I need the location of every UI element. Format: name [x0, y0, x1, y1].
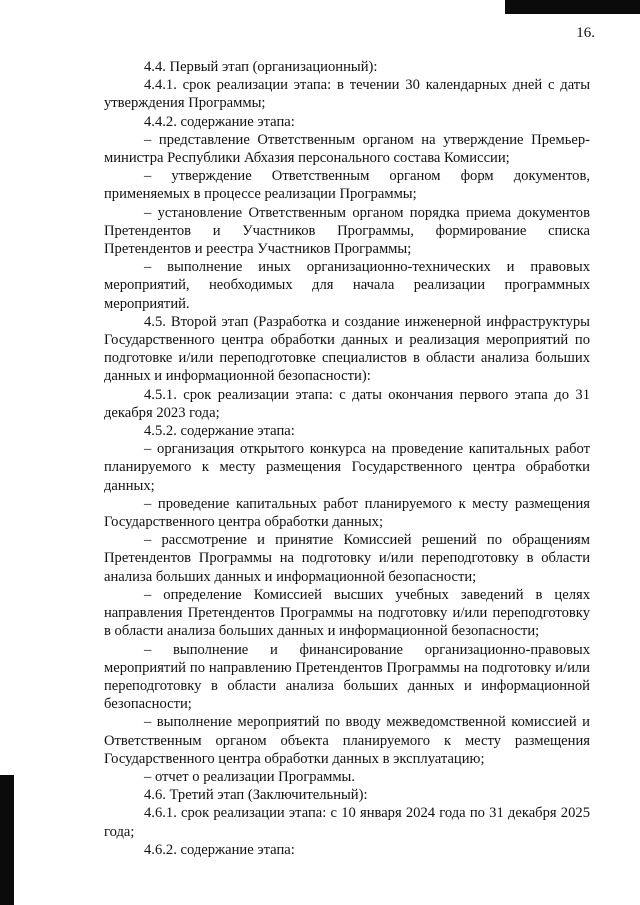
document-body: [104, 58, 590, 859]
paragraph-4-6-2: 4.6.2. содержание этапа:: [144, 841, 295, 858]
paragraph-4-5-2: 4.5.2. содержание этапа:: [144, 423, 295, 440]
paragraph-4-4-2: 4.4.2. содержание этапа:: [144, 113, 295, 130]
paragraph-4-4-1: 4.4.1. срок реализации этапа: в течении 30 календарных дней с даты утверждения Программы;: [104, 77, 590, 112]
list-item: – проведение капитальных работ планируемого к месту размещения Государственного центра обработки данных;: [104, 495, 590, 531]
scan-edge-mark-left: [0, 775, 14, 905]
section-heading-4-5: 4.5. Второй этап (Разработка и создание инженерной инфраструктуры Государственного центра обработки данных и реализация мероприятий по подготовке и/или переподготовке специалистов в области анализа больших данных и информационной безопасности):: [104, 313, 590, 385]
section-heading-4-6: 4.6. Третий этап (Заключительный):: [144, 787, 368, 804]
page-number: 16.: [576, 25, 595, 41]
paragraph-4-6-1: 4.6.1. срок реализации этапа: с 10 января 2024 года по 31 декабря 2025 года;: [104, 805, 590, 840]
list-item: – рассмотрение и принятие Комиссией решений по обращениям Претендентов Программы на подготовку и/или переподготовку в области анализа больших данных и информационной безопасности;: [104, 532, 590, 585]
list-item: – представление Ответственным органом на утверждение Премьер-министра Республики Абхазия персонального состава Комиссии;: [104, 131, 590, 167]
section-heading-4-4: 4.4. Первый этап (организационный):: [144, 59, 378, 75]
list-item: – определение Комиссией высших учебных заведений в целях направления Претендентов Программы на подготовку и/или переподготовку в области анализа больших данных и информационной безопасности;: [104, 586, 590, 640]
list-item: – выполнение и финансирование организационно-правовых мероприятий по направлению Претендентов Программы на подготовку и/или переподготовку в области анализа больших данных и информационной безопасности;: [104, 641, 590, 713]
list-item: – отчет о реализации Программы.: [144, 768, 356, 785]
list-item: – выполнение мероприятий по вводу межведомственной комиссией и Ответственным органом объекта планируемого к месту размещения Государственного центра обработки данных в эксплуатацию;: [104, 714, 590, 767]
list-item: – установление Ответственным органом порядка приема документов Претендентов и Участников Программы, формирование списка Претендентов и реестра Участников Программы;: [104, 204, 590, 258]
list-item: – утверждение Ответственным органом форм документов, применяемых в процессе реализации Программы;: [104, 168, 590, 203]
list-item: – организация открытого конкурса на проведение капитальных работ планируемого к месту размещения Государственного центра обработки данных;: [104, 441, 590, 494]
paragraph-4-5-1: 4.5.1. срок реализации этапа: с даты окончания первого этапа до 31 декабря 2023 года;: [104, 386, 590, 421]
list-item: – выполнение иных организационно-технических и правовых мероприятий, необходимых для начала реализации программных мероприятий.: [104, 259, 590, 312]
scan-edge-mark-top: [505, 0, 640, 14]
